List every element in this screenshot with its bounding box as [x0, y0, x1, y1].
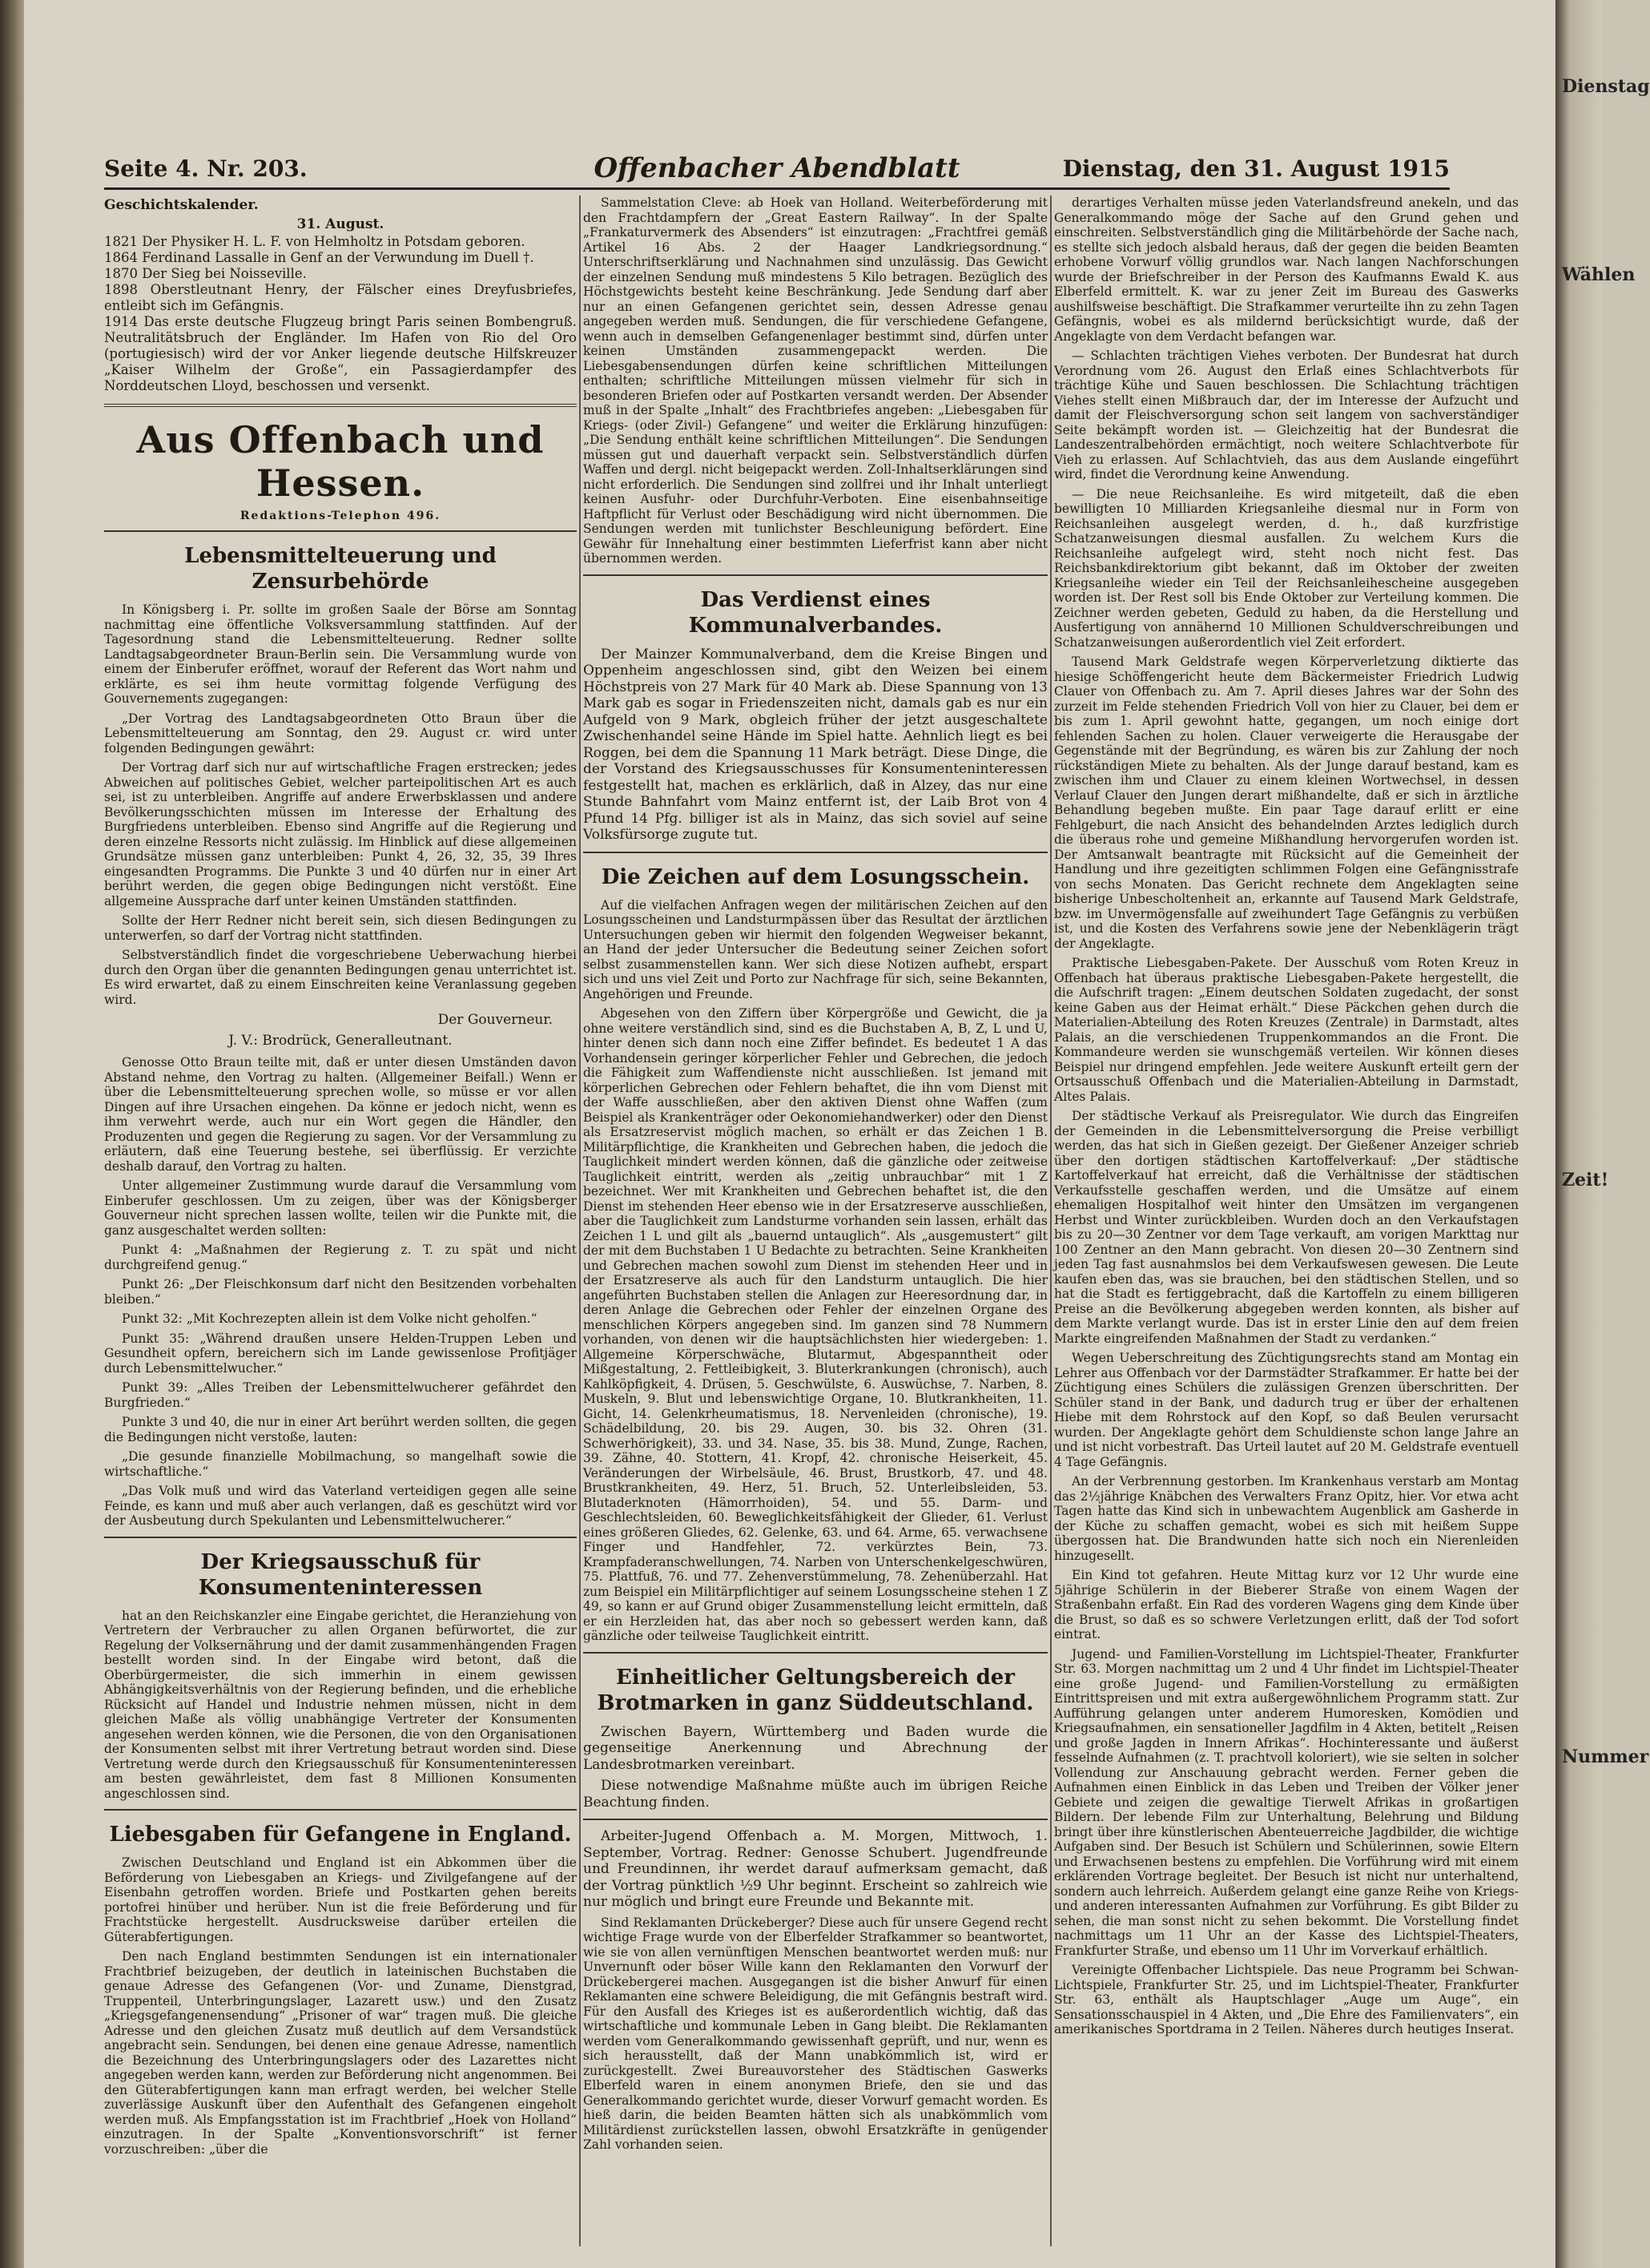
divider [583, 852, 1048, 853]
calendar-entry: 1821 Der Physiker H. L. F. von Helmholtz in Potsdam geboren. [104, 234, 525, 249]
article-paragraph: Der Vortrag darf sich nur auf wirtschaftliche Fragen erstrecken; jedes Abweichen auf politisches Gebiet, welcher parteipolitischen Art es auch sei, ist zu unterbleiben. Angriffe auf andere Erwerbsklassen und andere Bevölkerungsschichten müssen im Interesse der Erhaltung des Burgfriedens unterbleiben. Ebenso sind Angriffe auf die Regierung und deren einzelne Ressorts nicht zulässig. Im Hinblick auf diese allgemeinen Grundsätze müssen ganz unterbleiben: Punkt 4, 26, 32, 35, 39 Ihres eingesandten Programms. Die Punkte 3 und 40 dürfen nur in einer Art berührt werden, die gegen obige Bedingungen nicht verstößt. Eine allgemeine Aussprache darf unter keinen Umständen stattfinden. [104, 760, 577, 908]
article-paragraph: Sollte der Herr Redner nicht bereit sein, sich diesen Bedingungen zu unterwerfen, so darf der Vortrag nicht stattfinden. [104, 913, 577, 943]
article-paragraph: „Die gesunde finanzielle Mobilmachung, so mangelhaft sowie die wirtschaftliche.“ [104, 1449, 577, 1479]
article-paragraph: Der städtische Verkauf als Preisregulator. Wie durch das Eingreifen der Gemeinden in die Lebensmittelversorgung die Preise verbilligt werden, das hat sich in Gießen gezeigt. Der Gießener Anzeiger schrieb über den dortigen städtischen Kartoffelverkauf: „Der städtische Kartoffelverkauf hat erreicht, daß die Verhältnisse der städtischen Verkaufsstelle geschaffen werden, und die Umsätze auf einem ehemaligen Hospitalhof weit hinter den Umsätzen im vergangenen Herbst und Winter zurückbleiben. Wurden doch an den Verkaufstagen bis zu 20—30 Zentner vor dem Tage verkauft, am vorigen Markttag nur 100 Zentner an den Mann gebracht. Von diesen 20—30 Zentnern sind jeden Tag fast ausnahmslos bei dem Verkaufswesen gewesen. Die Leute kaufen eben das, was sie brauchen, bei den städtischen Stellen, und so hat die Stadt es fertiggebracht, daß die Kartoffeln zu einem billigeren Preise an die Bevölkerung abgegeben werden konnten, als bisher auf dem Markte verlangt wurde. Das ist in erster Linie den auf dem freien Markte eingreifenden Maßnahmen der Stadt zu verdanken.“ [1054, 1109, 1519, 1346]
article-title: Lebensmittelteuerung und Zensurbehörde [184, 544, 497, 594]
article-paragraph: Wegen Ueberschreitung des Züchtigungsrechts stand am Montag ein Lehrer aus Offenbach vor der Darmstädter Strafkammer. Er hatte bei der Züchtigung eines Schülers die zulässigen Grenzen überschritten. Der Schüler stand in der Bank, und dadurch trug er über der erhaltenen Hiebe mit dem Rohrstock auf den Kopf, so daß Beulen verursacht wurden. Der Angeklagte gehört dem Schuldienste schon lange Jahre an und ist nicht vorbestraft. Das Urteil lautet auf 20 M. Geldstrafe eventuell 4 Tage Gefängnis. [1054, 1351, 1519, 1469]
article-paragraph: Selbstverständlich findet die vorgeschriebene Ueberwachung hierbei durch den Organ über die genannten Bedingungen genau unterrichtet ist. Es wird erwartet, daß zu einem Einschreiten keine Veranlassung gegeben wird. [104, 948, 577, 1007]
article-paragraph: Zwischen Deutschland und England ist ein Abkommen über die Beförderung von Liebesgaben an Kriegs- und Zivilgefangene auf der Eisenbahn getroffen worden. Briefe und Postkarten gehen bereits portofrei hinüber und herüber. Nun ist die freie Beförderung und für Frachtstücke hergestellt. Ausdrucksweise darüber erteilen die Güterabfertigungen. [104, 1855, 577, 1944]
article-paragraph: Punkt 39: „Alles Treiben der Lebensmittelwucherer gefährdet den Burgfrieden.“ [104, 1380, 577, 1410]
article-title: Einheitlicher Geltungsbereich der Brotmarken in ganz Süddeutschland. [597, 1665, 1034, 1715]
divider [104, 1809, 577, 1811]
adjacent-page-text: Zeit! [1562, 1170, 1609, 1190]
divider [583, 574, 1048, 576]
article-paragraph: Tausend Mark Geldstrafe wegen Körperverletzung diktierte das hiesige Schöffengericht heute dem Bäckermeister Friedrich Ludwig Clauer von Offenbach zu. Am 7. April dieses Jahres war der Sohn des zurzeit im Felde stehenden Friedrich Voll von hier zu Clauer, bei dem er bis zum 1. April gewohnt hatte, gegangen, um noch einige dort fehlenden Sachen zu holen. Clauer verweigerte die Herausgabe der Gegenstände mit der Begründung, es wären bis zur Zahlung der noch rückständigen Miete zu behalten. Als der Junge darauf bestand, kam es zwischen ihm und Clauer zu einem kleinen Wortwechsel, in dessen Verlauf Clauer den Jungen derart mißhandelte, daß er sich in ärztliche Behandlung begeben mußte. Ein paar Tage darauf erlitt er eine Fehlgeburt, die nach Ansicht des behandelnden Arztes lediglich durch die überaus rohe und gemeine Mißhandlung hervorgerufen worden ist. Der Amtsanwalt beantragte mit Rücksicht auf die Gemeinheit der Handlung und ihre gezeitigten schlimmen Folgen eine Gefängnisstrafe von sechs Monaten. Das Gericht rechnete dem Angeklagten seine bisherige Unbescholtenheit an, erkannte auf Tausend Mark Geldstrafe, bzw. im Unvermögensfalle auf zweihundert Tage Gefängnis zu verbüßen ist, und die Kosten des Verfahrens sowie jene der Nebenklägerin trägt der Angeklagte. [1054, 655, 1519, 951]
article-paragraph: Auf die vielfachen Anfragen wegen der militärischen Zeichen auf den Losungsscheinen und Landsturmpässen über das Resultat der ärztlichen Untersuchungen geben wir hiermit den folgenden Wegweiser bekannt, an Hand der jeder Untersucher die Bedeutung seiner Zeichen sofort selbst zusammenstellen kann. Wer sich diese Notizen aufhebt, erspart sich und uns viel Zeit und Porto zur Nachfrage für sich, seine Bekannten, Angehörigen und Freunde. [583, 897, 1048, 1001]
article-title: Das Verdienst eines Kommunalverbandes. [688, 587, 943, 638]
calendar-date: 31. August. [296, 216, 384, 232]
section-divider [104, 404, 577, 407]
article-paragraph: — Schlachten trächtigen Viehes verboten. Der Bundesrat hat durch Verordnung vom 26. August den Erlaß eines Schlachtverbots für trächtige Kühe und Sauen beschlossen. Die Schlachtung trächtigen Viehes stellt einen Mißbrauch dar, der im Interesse der Aufzucht und damit der Fleischversorgung schon seit langem von sachverständiger Seite bekämpft worden ist. — Gleichzeitig hat der Bundesrat die Landeszentralbehörden ermächtigt, noch weitere Schlachtverbote für Vieh zu erlassen. Auf Schlachtvieh, das aus dem Auslande eingeführt wird, findet die Verordnung keine Anwendung. [1054, 348, 1519, 481]
article-paragraph: Punkt 35: „Während draußen unsere Helden-Truppen Leben und Gesundheit opfern, bereichern sich im Lande gewissenlose Profitjäger durch Lebensmittelwucher.“ [104, 1331, 577, 1376]
calendar-entry: 1870 Der Sieg bei Noisseville. [104, 266, 307, 281]
column-1 [104, 195, 577, 2246]
binding-spine [0, 0, 24, 2268]
page-number: Seite 4. Nr. 203. [104, 155, 308, 182]
page-header [104, 152, 1450, 190]
divider [583, 1652, 1048, 1654]
article-paragraph: hat an den Reichskanzler eine Eingabe gerichtet, die Heranziehung von Vertretern der Verbraucher zu allen Organen befürwortet, die zur Regelung der Volksernährung und der damit zusammenhängenden Fragen bestellt worden sind. In der Eingabe wird betont, daß die Oberbürgermeister, die sich immerhin in einem gewissen Abhängigkeitsverhältnis von der Regierung befinden, und die erhebliche Rücksicht auf Handel und Industrie nehmen müssen, nicht in dem gleichen Maße als völlig unabhängige Vertreter der Konsumenten angesehen werden können, wie die Personen, die von den Organisationen der Konsumenten selbst mit ihrer Vertretung betraut worden sind. Diese Vertretung werde durch den Kriegsausschuß für Konsumenteninteressen am besten gewährleistet, dem fast 8 Millionen Konsumenten angeschlossen sind. [104, 1608, 577, 1801]
section-title: Aus Offenbach und Hessen. [136, 418, 545, 505]
article-paragraph: Arbeiter-Jugend Offenbach a. M. Morgen, Mittwoch, 1. September, Vortrag. Redner: Genosse Schubert. Jugendfreunde und Freundinnen, ihr werdet darauf aufmerksam gemacht, daß der Vortrag pünktlich ½9 Uhr beginnt. Erscheint so zahlreich wie nur möglich und bringt eure Freunde und Bekannte mit. [583, 1828, 1048, 1910]
article-paragraph: — Die neue Reichsanleihe. Es wird mitgeteilt, daß die eben bewilligten 10 Milliarden Kriegsanleihe diesmal nur in Form von Reichsanleihen ausgelegt werden, d. h., daß kurzfristige Schatzanweisungen diesmal ausfallen. Zu welchem Kurs die Reichsanleihe aufgelegt wird, steht noch nicht fest. Das Reichsbankdirektorium gibt bekannt, daß im Oktober der zweiten Kriegsanleihe wieder ein Teil der Reichsanleihescheine ausgegeben worden ist. Der Rest soll bis Ende Oktober zur Verteilung kommen. Die Zeichner werden gebeten, Geduld zu haben, da die Herstellung und Ausfertigung von annähernd 10 Millionen Schuldverschreibungen und Schatzanweisungen außerordentlich viel Zeit erfordert. [1054, 486, 1519, 650]
article-title: Liebesgaben für Gefangene in England. [109, 1823, 572, 1847]
adjacent-page-text: Nummer [1562, 1746, 1649, 1767]
article-paragraph: Abgesehen von den Ziffern über Körpergröße und Gewicht, die ja ohne weitere verständlich sind, sind es die Buchstaben A, B, Z, L und U, hinter denen sich dann noch eine Ziffer befindet. Es bedeutet 1 A das Vorhandensein geringer körperlicher Fehler und Gebrechen, die jedoch die Fähigkeit zum Waffendienste nicht ausschließen. Ist jemand mit körperlichen Gebrechen oder Fehlern behaftet, die ihn vom Dienst mit der Waffe ausschließen, aber den aktiven Dienst ohne Waffen (zum Beispiel als Krankenträger oder Oekonomiehandwerker) oder den Dienst als Ersatzreservist möglich machen, so erhält er das Zeichen 1 B. Militärpflichtige, die Krankheiten und Gebrechen haben, die jedoch die Tauglichkeit mindert werden können, daß die gänzliche oder zeitweise Tauglichkeit eintritt, werden als „zeitig unbrauchbar“ mit 1 Z bezeichnet. Wer mit Krankheiten und Gebrechen behaftet ist, die den Dienst im stehenden Heer ebenso wie in der Ersatzreserve ausschließen, aber die Tauglichkeit zum Landsturme vorhanden sein lassen, erhält das Zeichen 1 L und gilt als „bauernd untauglich“. Als „ausgemustert“ gilt der mit dem Buchstaben 1 U Bedachte zu betrachten. Seine Krankheiten und Gebrechen machen sowohl zum Dienst im stehenden Heer und in der Ersatzreserve als auch für den Landsturm untauglich. Die hier angeführten Buchstaben stellen die Anlagen zur Heeresordnung dar, in deren Anlage die Gebrechen oder Fehler der einzelnen Organe des menschlichen Körpers angegeben sind. Im ganzen sind 78 Nummern vorhanden, von denen wir die hauptsächlichsten hier wiedergeben: 1. Allgemeine Körperschwäche, Blutarmut, Abgespanntheit oder Mißgestaltung, 2. Fettleibigkeit, 3. Bluterkrankungen (chronisch), auch Kahlköpfigkeit, 4. Drüsen, 5. Geschwülste, 6. Auswüchse, 7. Narben, 8. Muskeln, 9. Blut und lebenswichtige Organe, 10. Blutkrankheiten, 11. Gicht, 14. Gelenkrheumatismus, 18. Nervenleiden (chronische), 19. Schädelbildung, 20. bis 29. Augen, 30. bis 32. Ohren (31. Schwerhörigkeit), 33. und 34. Nase, 35. bis 38. Mund, Zunge, Rachen, 39. Zähne, 40. Stottern, 41. Kropf, 42. chronische Heiserkeit, 45. Veränderungen der Wirbelsäule, 46. Brust, Brustkorb, 47. und 48. Brustkrankheiten, 49. Herz, 51. Bruch, 52. Unterleibsleiden, 53. Blutaderknoten (Hämorrhoiden), 54. und 55. Darm- und Geschlechtsleiden, 60. Beweglichkeitsfähigkeit der Glieder, 61. Verlust eines größeren Gliedes, 62. Gelenke, 63. und 64. Arme, 65. verwachsene Finger und Handfehler, 72. verkürztes Bein, 73. Krampfaderanschwellungen, 74. Narben von Unterschenkelgeschwüren, 75. Plattfuß, 76. und 77. Zehenverstümmelung, 78. Zehenüberzahl. Hat zum Beispiel ein Militärpflichtiger auf seinem Losungsscheine stehen 1 Z 49, so kann er auf Grund obiger Zusammenstellung leicht ermitteln, daß er ein Herzleiden hat, das aber noch so gebessert werden kann, daß gänzliche oder teilweise Tauglichkeit eintritt. [583, 1006, 1048, 1643]
masthead-title: Offenbacher Abendblatt [594, 152, 960, 184]
article-paragraph: Der Mainzer Kommunalverband, dem die Kreise Bingen und Oppenheim angeschlossen sind, gibt den Weizen bei einem Höchstpreis von 27 Mark für 40 Mark ab. Diese Spannung von 13 Mark gab es sogar in Friedenszeiten nicht, damals gab es nur ein Aufgeld von 9 Mark, obgleich früher der jetzt ausgeschaltete Zwischenhandel seine Hände im Spiel hatte. Aehnlich liegt es bei Roggen, bei dem die Spannung 11 Mark beträgt. Diese Dinge, die der Vorstand des Kriegsausschusses für Konsumenteninteressen festgestellt hat, machen es erklärlich, daß in Alzey, das nur eine Stunde Bahnfahrt vom Mainz entfernt ist, der Laib Brot von 4 Pfund 14 Pfg. billiger ist als in Mainz, das sich soviel auf seine Volksfürsorge zugute tut. [583, 646, 1048, 843]
column-rule [579, 195, 581, 2246]
article-paragraph: Genosse Otto Braun teilte mit, daß er unter diesen Umständen davon Abstand nehme, den Vortrag zu halten. (Allgemeiner Beifall.) Wenn er über die Lebensmittelteuerung sprechen wolle, so müsse er vor allen Dingen auf ihre Ursachen eingehen. Da könne er jedoch nicht, wenn es ihm verwehrt werde, auch nur ein Wort gegen die Händler, den Produzenten und gegen die Regierung zu sagen. Vor der Versammlung zu erläutern, daß eine Teuerung bestehe, sei überflüssig. Er verzichte deshalb darauf, den Vortrag zu halten. [104, 1055, 577, 1174]
calendar-entry: 1864 Ferdinand Lassalle in Genf an der Verwundung im Duell †. [104, 250, 534, 265]
divider [583, 1819, 1048, 1820]
article-paragraph: Diese notwendige Maßnahme müßte auch im übrigen Reiche Beachtung finden. [583, 1778, 1048, 1811]
section-subtitle: Redaktions-Telephon 496. [239, 510, 441, 522]
divider [104, 530, 577, 532]
article-paragraph: derartiges Verhalten müsse jeden Vaterlandsfreund anekeln, und das Generalkommando möge der Sache auf den Grund gehen und einschreiten. Selbstverständlich ging die Militärbehörde der Sache nach, es stellte sich jedoch alsbald heraus, daß der gegen die beiden Beamten erhobene Vorwurf völlig grundlos war. Nach langen Nachforschungen wurde der Briefschreiber in der Person des Kaufmanns Ewald K. aus Elberfeld ermittelt. K. war zu jener Zeit im Bureau des Gaswerks aushilfsweise beschäftigt. Die Strafkammer verurteilte ihn zu zehn Tagen Gefängnis, wobei es als mildernd berücksichtigt wurde, daß der Angeklagte von dem Verdacht befangen war. [1054, 195, 1519, 344]
article-paragraph: Den nach England bestimmten Sendungen ist ein internationaler Frachtbrief beizugeben, der deutlich in lateinischen Buchstaben die genaue Adresse des Gefangenen (Vor- und Zuname, Dienstgrad, Truppenteil, Unterbringungslager, Lazarett usw.) und den Zusatz „Kriegsgefangenensendung“ „Prisoner of war“ tragen muß. Die gleiche Adresse und den gleichen Zusatz muß deutlich auf dem Versandstück angebracht sein. Sendungen, bei denen eine genaue Adresse, namentlich die Bezeichnung des Unterbringungslagers oder des Lazarettes nicht angegeben werden kann, werden zur Beförderung nicht angenommen. Bei den Güterabfertigungen kann man erfragt werden, bei welcher Stelle zuverlässige Auskunft über den Aufenthalt des Gefangenen eingeholt werden muß. Als Empfangsstation ist im Frachtbrief „Hoek von Holland“ einzutragen. In der Spalte „Konventionsvorschrift“ ist ferner vorzuschreiben: „über die [104, 1949, 577, 2157]
article-paragraph: Jugend- und Familien-Vorstellung im Lichtspiel-Theater, Frankfurter Str. 63. Morgen nachmittag um 2 und 4 Uhr findet im Lichtspiel-Theater eine große Jugend- und Familien-Vorstellung zu ermäßigten Eintrittspreisen und mit extra außergewöhnlichem Programm statt. Zur Aufführung gelangen unter anderem Humoresken, Komödien und Kriegsaufnahmen, ein sensationeller Jagdfilm in 4 Akten, betitelt „Reisen und große Jagden in Innern Afrikas“. Hochinteressante und äußerst fesselnde Aufnahmen (z. T. prachtvoll koloriert), wie sie selten in solcher Vollendung zur Anschauung gebracht werden. Ferner geben die Aufnahmen einen Einblick in das Leben und Treiben der Völker jener Gebiete und zeigen die gewaltige Tierwelt Afrikas in großartigen Bildern. Der lebende Film zur Unterhaltung, Belehrung und Bildung bringt über ihre künstlerischen Abenteuerreiche Jagdbilder, die wichtige Aufgaben sind. Der Besuch ist Schülern und Schülerinnen, sowie Eltern und Erwachsenen bestens zu empfehlen. Die Vorführung wird mit einem erklärenden Vortrage begleitet. Der Besuch ist nicht nur unterhaltend, sondern auch lehrreich. Außerdem gelangt eine ganze Reihe von Kriegs- und anderen interessanten Aufnahmen zur Vorführung. Es gibt Bilder zu sehen, die man sonst nicht zu sehen bekommt. Die Vorstellung findet nachmittags um 11 Uhr an der Kasse des Lichtspiel-Theaters, Frankfurter Straße, und ebenso um 11 Uhr im Vorverkauf erhältlich. [1054, 1646, 1519, 1958]
calendar-entry: 1898 Oberstleutnant Henry, der Fälscher eines Dreyfusbriefes, entleibt sich im Gefängnis. [104, 282, 577, 313]
article-paragraph: In Königsberg i. Pr. sollte im großen Saale der Börse am Sonntag nachmittag eine öffentliche Volksversammlung stattfinden. Auf der Tagesordnung stand die Lebensmittelteuerung. Redner sollte Landtagsabgeordneter Braun-Berlin sein. Die Versammlung wurde von einem der Einberufer eröffnet, worauf der Referent das Wort nahm und erklärte, es sei ihm heute vormittag folgende Verfügung des Gouvernements zugegangen: [104, 602, 577, 706]
article-paragraph: Praktische Liebesgaben-Pakete. Der Ausschuß vom Roten Kreuz in Offenbach hat überaus praktische Liebesgaben-Pakete hergestellt, die die Aufschrift tragen: „Einem deutschen Soldaten zugedacht, der sonst keine Gaben aus der Heimat erhält.“ Diese Päckchen gehen durch die Materialien-Abteilung des Roten Kreuzes (Zentrale) in Darmstadt, altes Palais, an die verschiedenen Truppenkommandos an die Front. Die Kommandeure werden sie wunschgemäß verteilen. Wir können dieses Beispiel nur dringend empfehlen. Jede weitere Auskunft erteilt gern der Ortsausschuß Offenbach und die Materialien-Abteilung in Darmstadt, Altes Palais. [1054, 956, 1519, 1104]
column-2 [583, 195, 1048, 2246]
issue-date: Dienstag, den 31. August 1915 [1062, 155, 1450, 182]
article-paragraph: Punkt 26: „Der Fleischkonsum darf nicht den Besitzenden vorbehalten bleiben.“ [104, 1277, 577, 1307]
adjacent-page-text: Dienstag [1562, 76, 1650, 97]
article-title: Der Kriegsausschuß für Konsumenteninteressen [198, 1549, 483, 1600]
adjacent-page-edge [1555, 0, 1650, 2268]
column-3 [1054, 195, 1519, 2246]
article-paragraph: Punkte 3 und 40, die nur in einer Art berührt werden sollten, die gegen die Bedingungen nicht verstoße, lauten: [104, 1415, 577, 1444]
article-paragraph: „Der Vortrag des Landtagsabgeordneten Otto Braun über die Lebensmittelteuerung am Sonntag, den 29. August cr. wird unter folgenden Bedingungen gewährt: [104, 711, 577, 755]
article-paragraph: Ein Kind tot gefahren. Heute Mittag kurz vor 12 Uhr wurde eine 5jährige Schülerin in der Bieberer Straße von einem Wagen der Straßenbahn erfaßt. Ein Rad des vorderen Wagens ging dem Kinde über die Brust, so daß es so schwere Verletzungen erlitt, daß der Tod sofort eintrat. [1054, 1568, 1519, 1642]
article-paragraph: „Das Volk muß und wird das Vaterland verteidigen gegen alle seine Feinde, es kann und muß aber auch verlangen, daß es geschützt wird vor der Ausbeutung durch Spekulanten und Lebensmittelwucherer.“ [104, 1484, 577, 1528]
article-paragraph: Vereinigte Offenbacher Lichtspiele. Das neue Programm bei Schwan-Lichtspiele, Frankfurter Str. 25, und im Lichtspiel-Theater, Frankfurter Str. 63, enthält als Hauptschlager „Auge um Auge“, ein Sensationsschauspiel in 4 Akten, und „Die Ehre des Familienvaters“, ein amerikanisches Sportdrama in 2 Teilen. Näheres durch heutiges Inserat. [1054, 1963, 1519, 2036]
article-paragraph: Punkt 32: „Mit Kochrezepten allein ist dem Volke nicht geholfen.“ [122, 1311, 537, 1326]
signature: J. V.: Brodrück, Generalleutnant. [228, 1033, 453, 1049]
calendar-entry: 1914 Das erste deutsche Flugzeug bringt Paris seinen Bombengruß. Neutralitätsbruch der Engländer. Im Hafen von Rio del Oro (portugiesisch) wird der vor Anker liegende deutsche Hilfskreuzer „Kaiser Wilhelm der Große“, ein Passagierdampfer des Norddeutschen Lloyd, beschossen und versenkt. [104, 314, 577, 393]
divider [104, 1537, 577, 1538]
article-title: Die Zeichen auf dem Losungsschein. [601, 864, 1030, 889]
article-paragraph: Sammelstation Cleve: ab Hoek van Holland. Weiterbeförderung mit den Frachtdampfern der „Great Eastern Railway“. In der Spalte „Frankaturvermerk des Absenders“ ist einzutragen: „Frachtfrei gemäß Artikel 16 Abs. 2 der Haager Landkriegsordnung.“ Unterschriftserklärung und Nachnahmen sind unzulässig. Das Gewicht der einzelnen Sendung muß mindestens 5 Kilo betragen. Bezüglich des Höchstgewichts besteht keine Beschränkung. Jede Sendung darf aber nur an einen Gefangenen gerichtet sein, dessen Adresse genau angegeben werden muß. Sendungen, die für verschiedene Gefangene, wenn auch in demselben Gefangenenlager bestimmt sind, dürfen unter keinen Umständen zusammengepackt werden. Die Liebesgabensendungen dürfen keine schriftlichen Mitteilungen enthalten; schriftliche Mitteilungen müssen vielmehr für sich in besonderen Briefen oder auf Postkarten versandt werden. Der Absender muß in der Spalte „Inhalt“ des Frachtbriefes angeben: „Liebesgaben für Kriegs- (oder Zivil-) Gefangene“ und weiter die Erklärung hinzufügen: „Die Sendung enthält keine schriftlichen Mitteilungen“. Die Sendungen müssen gut und dauerhaft verpackt sein. Selbstverständlich dürfen Waffen und dergl. nicht beigepackt werden. Zoll-Inhaltserklärungen sind nicht erforderlich. Die Sendungen sind zollfrei und ihr Inhalt unterliegt keinen Ausfuhr- oder Durchfuhr-Verboten. Eine eisenbahnseitige Haftpflicht für Verlust oder Beschädigung wird nicht übernommen. Die Sendungen werden mit tunlichster Beschleunigung befördert. Eine Gewähr für Innehaltung einer bestimmten Lieferfrist kann aber nicht übernommen werden. [583, 195, 1048, 566]
adjacent-page-text: Wählen [1562, 264, 1636, 285]
article-paragraph: Zwischen Bayern, Württemberg und Baden wurde die gegenseitige Anerkennung und Abrechnung der Landesbrotmarken vereinbart. [583, 1723, 1048, 1773]
column-rule [1050, 195, 1052, 2246]
article-paragraph: Sind Reklamanten Drückeberger? Diese auch für unsere Gegend recht wichtige Frage wurde von der Elberfelder Strafkammer so beantwortet, wie sie von allen vernünftigen Menschen beantwortet werden muß: nur Unvernunft oder böser Wille kann den Reklamanten den Vorwurf der Drückebergerei machen. Ausgegangen ist die bisher Anwurf für einen Reklamanten eine schwere Beleidigung, die mit Gefängnis bestraft wird. Für den Ausfall des Krieges ist es außerordentlich wichtig, daß das wirtschaftliche und kommunale Leben in Gang bleibt. Die Reklamanten werden vom Generalkommando gewissenhaft geprüft, und nur, wenn es sich herausstellt, daß der Mann unabkömmlich ist, wird er zurückgestellt. Zwei Bureauvorsteher des Städtischen Gaswerks Elberfeld waren in einem anonymen Briefe, den sie und das Generalkommando gerichtet wurde, dieser Vorwurf gemacht worden. Es hieß darin, die beiden Beamten hätten sich als unabkömmlich vom Militärdienst zurückstellen lassen, obwohl Ersatzkräfte in genügender Zahl vorhanden seien. [583, 1915, 1048, 2152]
signature: Der Gouverneur. [437, 1012, 553, 1028]
article-paragraph: Punkt 4: „Maßnahmen der Regierung z. T. zu spät und nicht durchgreifend genug.“ [104, 1243, 577, 1272]
article-paragraph: An der Verbrennung gestorben. Im Krankenhaus verstarb am Montag das 2½jährige Knäbchen des Verwalters Franz Opitz, hier. Vor etwa acht Tagen hatte das Kind sich in unbewachtem Augenblick am Gasherde in der Küche zu schaffen gemacht, wobei es sich mit heißem Suppe übergossen hat. Die Brandwunden hatte sich noch ein Nierenleiden hinzugesellt. [1054, 1474, 1519, 1563]
article-paragraph: Unter allgemeiner Zustimmung wurde darauf die Versammlung vom Einberufer geschlossen. Um zu zeigen, über was der Königsberger Gouverneur nicht sprechen lassen wollte, teilen wir die Punkte mit, die ganz ausgeschaltet werden sollten: [104, 1178, 577, 1238]
calendar-title: Geschichtskalender. [104, 197, 259, 213]
